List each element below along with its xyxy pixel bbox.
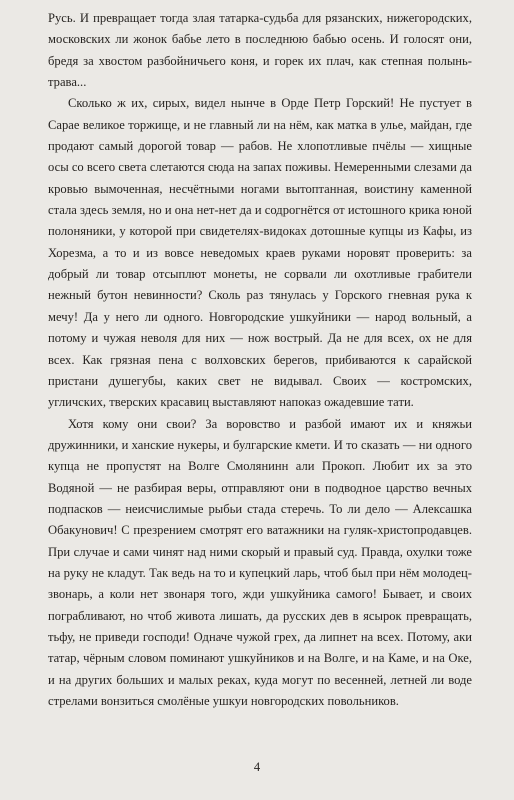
page-number: 4	[253, 760, 261, 774]
body-text	[48, 8, 472, 712]
paragraph-2: Сколько ж их, сирых, видел нынче в Орде Петр Горский! Не пустует в Сарае великое торжище, и не главный ли на нём, как матка в улье, майдан, где продают самый дорогой товар — рабов. Не хлопотливые пчёлы — хищные осы со всего света слетаются сюда на запах поживы. Немеренными слезами да кровью вымоченная, несчётными ногами вытоптанная, воистину каменной стала здесь земля, но и она нет-нет да и содрогнётся от истошного крика юной полоняники, у которой при свидетелях-видоках дотошные купцы из Кафы, из Хорезма, а то и из вовсе неведомых краев руками норовят проверить: за добрый ли товар отсыплют монеты, не сорвали ли охотливые грабители нежный бутон невинности? Сколь раз тянулась у Горского гневная рука к мечу! Да у него ли одного. Новгородские ушкуйники — народ вольный, а потому и чужая неволя для них — нож вострый. Да не для всех, ох не для всех. Как грязная пена с волховских берегов, прибиваются к сарайской пристани душегубы, каких свет не видывал. Своих — костромских, угличских, тверских красавиц выставляют напоказ ожадевшие тати.	[48, 96, 472, 410]
paragraph-1: Русь. И превращает тогда злая татарка-судьба для рязанских, нижегородских, московских ли жонок бабье лето в последнюю бабью осень. И голосят они, бредя за хвостом разбойничьего коня, и горек их плач, как степная полынь-трава...	[48, 11, 472, 90]
paragraph-3: Хотя кому они свои? За воровство и разбой имают их и княжьи дружинники, и ханские нукеры, и булгарские кмети. И то сказать — ни одного купца не пропустят на Волге Смолянинн али Прокоп. Любит их за это Водяной — не разбирая веры, отправляют они в подводное царство вечных подпасков — неисчислимые рыбьи стада стеречь. То ли дело — Алексашка Обакунович! С презрением смотрят его ватажники на гуляк-христопродавцев. При случае и сами чинят над ними скорый и правый суд. Правда, охулки тоже на руку не кладут. Так ведь на то и купецкий ларь, чтоб был при нём молодец-звонарь, а коли нет звонаря того, жди ушкуйника самого! Бывает, и своих пограбливают, но чтоб живота лишать, да русских дев в ясырок превращать, тьфу, не приведи господи! Одначе чужой грех, да липнет на всех. Потому, аки татар, чёрным словом поминают ушкуйников и на Волге, и на Каме, и на Оке, и на других больших и малых реках, куда могут по весенней, летней ли воде стрелами вонзиться смолёные ушкуи новгородских повольников.	[48, 416, 472, 708]
